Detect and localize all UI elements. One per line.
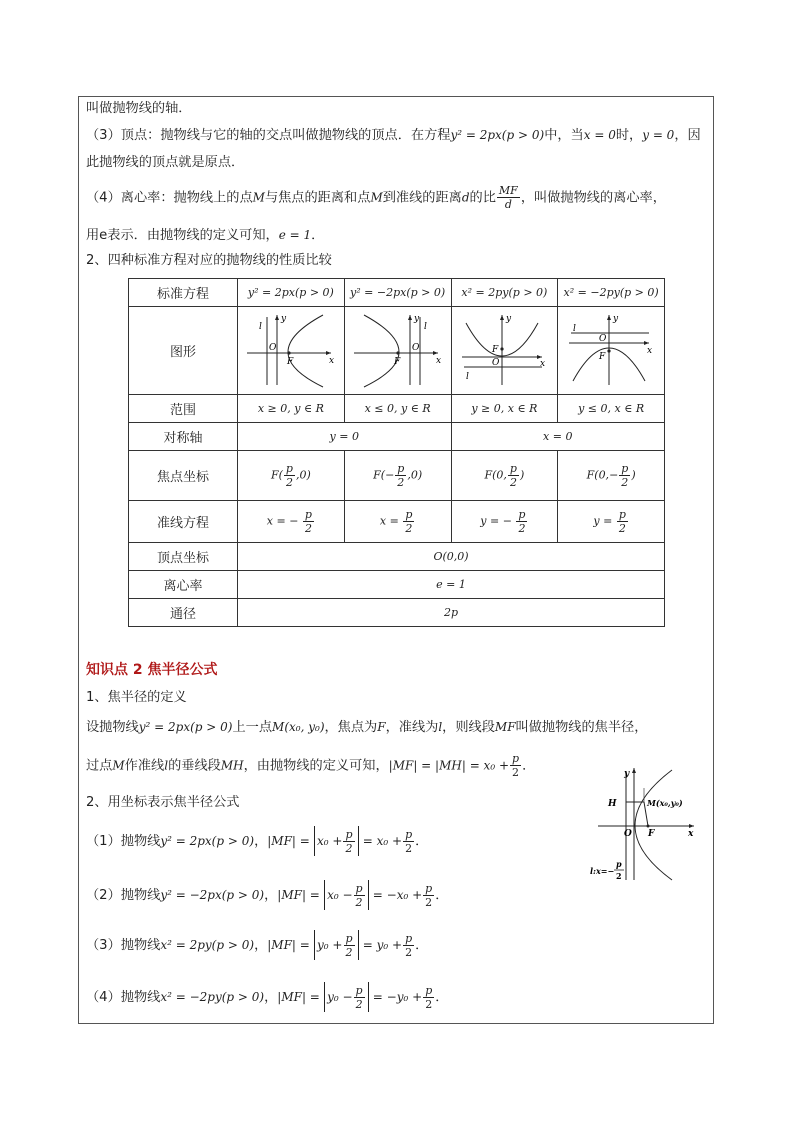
svg-text:F: F xyxy=(492,344,499,355)
svg-text:x: x xyxy=(688,829,694,839)
svg-text:x: x xyxy=(647,345,653,356)
section2-title: 2、四种标准方程对应的抛物线的性质比较 xyxy=(86,253,332,268)
parabola-comparison-table xyxy=(128,278,665,627)
focal-radius-line2: 过点M作准线l的垂线段MH，由抛物线的定义可知，|MF| = |MH| = x₀ + $\frac{p}{2}$ ． xyxy=(86,752,536,779)
eccentricity-paragraph: （4）离心率：抛物线上的点M与焦点的距离和点M到准线的距离d的比 $\frac{MF}{d}$ ，叫做抛物线的离心率， xyxy=(86,184,666,211)
graph-cell-up xyxy=(451,307,558,395)
table-row xyxy=(129,451,665,501)
svg-text:O: O xyxy=(492,357,500,368)
row-label: 图形 xyxy=(129,307,238,395)
svg-text:O: O xyxy=(599,333,607,344)
eccentricity-cell: e = 1 xyxy=(238,571,665,599)
focus-cell: F(0, $\frac{p}{2}$ ) xyxy=(451,451,558,501)
svg-text:y: y xyxy=(613,313,619,324)
axis-cell: y = 0 xyxy=(238,423,452,451)
section-heading: 知识点 2 焦半径公式 xyxy=(86,662,218,678)
range-cell: x ≥ 0, y ∈ R xyxy=(238,395,345,423)
equation-cell: x² = −2py(p > 0) xyxy=(558,279,665,307)
row-label: 离心率 xyxy=(129,571,238,599)
svg-text:F: F xyxy=(648,829,655,839)
axis-cell: x = 0 xyxy=(451,423,665,451)
vertex-line2: 此抛物线的顶点就是原点． xyxy=(86,155,245,170)
latus-cell: 2p xyxy=(238,599,665,627)
equation-cell: y² = −2px(p > 0) xyxy=(344,279,451,307)
parabola-down-graph xyxy=(563,309,659,389)
range-cell: y ≥ 0, x ∈ R xyxy=(451,395,558,423)
sub1-title: 1、焦半径的定义 xyxy=(86,690,187,705)
formula-1: （1）抛物线y² = 2px(p > 0)，|MF| = x₀ + $\frac{p}{2}$ = x₀ + $\frac{p}{2}$ ． xyxy=(86,827,429,855)
svg-text:p: p xyxy=(616,859,622,869)
vertex-cell: O(0,0) xyxy=(238,543,665,571)
svg-text:x: x xyxy=(540,358,546,369)
eccentricity-line2: 用e表示．由抛物线的定义可知，e = 1． xyxy=(86,228,325,243)
focus-cell: F( $\frac{p}{2}$ ,0) xyxy=(238,451,345,501)
directrix-cell: y = $\frac{p}{2}$ xyxy=(558,501,665,543)
graph-cell-left xyxy=(344,307,451,395)
row-label: 对称轴 xyxy=(129,423,238,451)
range-cell: x ≤ 0, y ∈ R xyxy=(344,395,451,423)
row-label: 通径 xyxy=(129,599,238,627)
table-row xyxy=(129,501,665,543)
parabola-up-graph xyxy=(456,309,552,389)
svg-text:O: O xyxy=(268,342,277,353)
parabola-right-graph xyxy=(243,309,339,389)
svg-text:O: O xyxy=(411,342,420,353)
row-label: 标准方程 xyxy=(129,279,238,307)
svg-text:M(x₀,y₀): M(x₀,y₀) xyxy=(647,798,683,808)
svg-text:l: l xyxy=(258,321,262,332)
svg-text:y: y xyxy=(280,313,286,324)
svg-text:F: F xyxy=(286,356,294,367)
formula-2: （2）抛物线y² = −2px(p > 0)，|MF| = x₀ − $\frac{p}{2}$ = −x₀ + $\frac{p}{2}$ ． xyxy=(86,881,449,909)
mf-over-d-fraction: $\frac{MF}{d}$ xyxy=(498,184,518,211)
graph-cell-right xyxy=(238,307,345,395)
table-row xyxy=(129,307,665,395)
table-row xyxy=(129,571,665,599)
svg-text:y: y xyxy=(506,313,512,324)
focal-radius-figure xyxy=(588,764,702,884)
formula-3: （3）抛物线x² = 2py(p > 0)，|MF| = y₀ + $\frac{p}{2}$ = y₀ + $\frac{p}{2}$ ． xyxy=(86,931,429,959)
directrix-cell: x = − $\frac{p}{2}$ xyxy=(238,501,345,543)
svg-text:F: F xyxy=(393,356,400,367)
sub2-title: 2、用坐标表示焦半径公式 xyxy=(86,795,240,810)
svg-text:y: y xyxy=(624,769,630,779)
equation-cell: x² = 2py(p > 0) xyxy=(451,279,558,307)
equation-cell: y² = 2px(p > 0) xyxy=(238,279,345,307)
axis-line: 叫做抛物线的轴． xyxy=(86,101,192,116)
svg-text:l: l xyxy=(573,323,577,334)
table-row xyxy=(129,279,665,307)
svg-text:2: 2 xyxy=(616,871,622,881)
range-cell: y ≤ 0, x ∈ R xyxy=(558,395,665,423)
table-row xyxy=(129,423,665,451)
svg-text:y: y xyxy=(413,313,419,324)
table-row xyxy=(129,543,665,571)
svg-text:H: H xyxy=(608,799,617,809)
directrix-cell: x = $\frac{p}{2}$ xyxy=(344,501,451,543)
directrix-cell: y = − $\frac{p}{2}$ xyxy=(451,501,558,543)
vertex-paragraph: （3）顶点：抛物线与它的轴的交点叫做抛物线的顶点．在方程y² = 2px(p > 0)中，当x = 0时，y = 0，因 xyxy=(86,128,701,143)
svg-text:l: l xyxy=(466,371,470,382)
row-label: 准线方程 xyxy=(129,501,238,543)
focus-cell: F(− $\frac{p}{2}$ ,0) xyxy=(344,451,451,501)
svg-text:x: x xyxy=(435,355,441,366)
focal-radius-definition: 设抛物线y² = 2px(p > 0)上一点M(x₀, y₀)，焦点为F，准线为l，则线段MF叫做抛物线的焦半径， xyxy=(86,720,648,735)
focus-cell: F(0,− $\frac{p}{2}$ ) xyxy=(558,451,665,501)
svg-text:O: O xyxy=(624,829,632,839)
svg-text:l:x=−: l:x=− xyxy=(590,866,615,876)
formula-4: （4）抛物线x² = −2py(p > 0)，|MF| = y₀ − $\frac{p}{2}$ = −y₀ + $\frac{p}{2}$ ． xyxy=(86,983,449,1011)
row-label: 焦点坐标 xyxy=(129,451,238,501)
svg-text:x: x xyxy=(328,355,334,366)
row-label: 范围 xyxy=(129,395,238,423)
table-row xyxy=(129,599,665,627)
svg-text:l: l xyxy=(423,321,427,332)
svg-text:F: F xyxy=(599,351,606,362)
graph-cell-down xyxy=(558,307,665,395)
parabola-left-graph xyxy=(350,309,446,389)
row-label: 顶点坐标 xyxy=(129,543,238,571)
table-row xyxy=(129,395,665,423)
